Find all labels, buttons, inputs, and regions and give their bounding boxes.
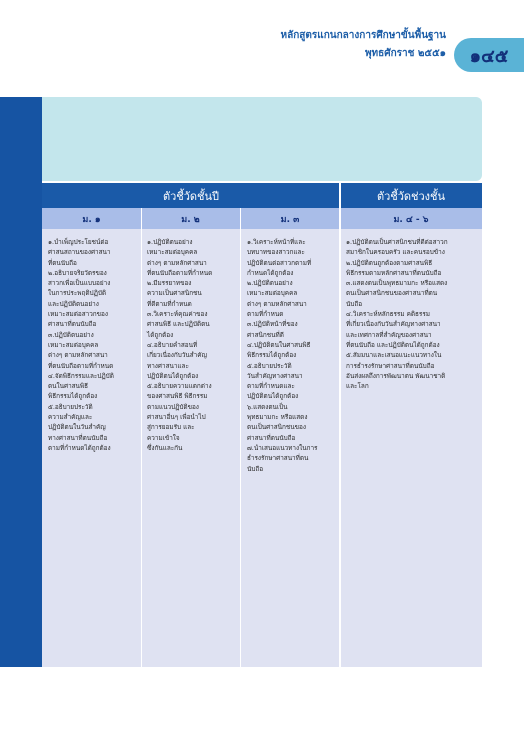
indicator-line: เหมาะสมต่อบุคคล — [48, 340, 99, 349]
indicator-line: วันสำคัญทางศาสนา — [247, 371, 303, 380]
table-column-header-row — [42, 208, 482, 229]
indicator-line: และโลก — [346, 382, 369, 391]
indicator-line: ที่ตนนับถือ — [48, 258, 77, 267]
indicator-line: พิธีกรรมได้ถูกต้อง — [247, 351, 297, 360]
indicator-line: ตามที่กำหนด — [247, 310, 284, 319]
indicator-line: ความเข้าใจ — [147, 433, 180, 442]
indicator-line: ศาสนาที่ตนนับถือ — [247, 433, 296, 442]
indicator-line: ที่ตนนับถือตามที่กำหนด — [147, 268, 213, 277]
indicator-line: ศาสนิกชนที่ดี — [247, 330, 284, 339]
indicator-line: ความเป็นศาสนิกชน — [147, 289, 202, 298]
column-header-m3: ม. ๓ — [280, 214, 300, 225]
indicator-line: ต่างๆ ตามหลักศาสนา — [147, 258, 207, 267]
indicator-line: และเทศกาลที่สำคัญของศาสนา — [346, 330, 432, 339]
indicator-line: ต่างๆ ตามหลักศาสนา — [48, 351, 108, 360]
indicator-line: เหมาะสมต่อบุคคล — [247, 289, 298, 298]
column-header-m4-6: ม. ๔ - ๖ — [393, 214, 429, 225]
indicator-line: ๗.นำเสนอแนวทางในการ — [247, 443, 318, 452]
top-banner — [0, 97, 482, 181]
document-title: หลักสูตรแกนกลางการศึกษาขั้นพื้นฐาน — [280, 30, 446, 41]
indicator-line: สู่การยอมรับ และ — [147, 423, 195, 432]
indicator-line: ปฏิบัติตนได้ถูกต้อง — [147, 371, 199, 380]
indicator-line: ตามที่กำหนดได้ถูกต้อง — [48, 443, 111, 452]
indicator-line: ที่ตนนับถือ และปฏิบัติตนได้ถูกต้อง — [346, 340, 440, 349]
indicator-line: ๑.วิเคราะห์หน้าที่และ — [247, 238, 306, 246]
indicator-line: ตามที่กำหนดและ — [247, 382, 295, 391]
indicator-table — [42, 183, 482, 667]
indicator-line: ตนเป็นศาสนิกชนของศาสนาที่ตน — [346, 289, 438, 298]
indicator-line: ตนเป็นศาสนิกชนของ — [247, 423, 306, 432]
indicator-line: ๒.ปฏิบัติตนอย่าง — [247, 279, 293, 288]
left-accent-bar — [0, 97, 42, 667]
column-body-m1 — [48, 237, 140, 453]
indicator-line: สาวกเพื่อเป็นแบบอย่าง — [48, 279, 111, 288]
column-body-m2 — [147, 237, 239, 453]
indicator-line: ธำรงรักษาศาสนาที่ตน — [247, 454, 309, 463]
indicator-line: ๔.ปฏิบัติตนในศาสนพิธี — [247, 340, 311, 349]
indicator-line: ๑.ปฏิบัติตนเป็นศาสนิกชนที่ดีต่อสาวก — [346, 238, 448, 246]
indicator-line: ๓.ปฏิบัติหน้าที่ของ — [247, 320, 298, 329]
indicator-line: ที่เกี่ยวเนื่องกับวันสำคัญทางศาสนา — [346, 320, 441, 329]
page-number-tab — [454, 38, 524, 72]
indicator-line: ตามแนวปฏิบัติของ — [147, 402, 199, 411]
indicator-line: ๒.มีมรรยาทของ — [147, 279, 192, 288]
column-header-m2: ม. ๒ — [181, 214, 200, 225]
indicator-line: กำหนดได้ถูกต้อง — [247, 268, 294, 277]
column-divider — [240, 208, 241, 667]
indicator-line: ๕.อธิบายประวัติ — [48, 402, 93, 411]
indicator-line: พุทธมามกะ หรือแสดง — [247, 413, 308, 422]
indicator-line: และปฏิบัติตนอย่าง — [48, 299, 99, 308]
indicator-line: ทางศาสนาและ — [147, 361, 189, 370]
indicator-line: พิธีกรรมตามหลักศาสนาที่ตนนับถือ — [346, 268, 442, 277]
indicator-line: ๓.ปฏิบัติตนอย่าง — [48, 330, 94, 339]
indicator-line: การธำรงรักษาศาสนาที่ตนนับถือ — [346, 361, 435, 370]
indicator-line: ศาสนาอื่นๆ เพื่อนำไป — [147, 413, 206, 422]
indicator-line: ๑.บำเพ็ญประโยชน์ต่อ — [48, 238, 109, 246]
indicator-line: ต่างๆ ตามหลักศาสนา — [247, 299, 307, 308]
indicator-line: ในการประพฤติปฏิบัติ — [48, 289, 107, 298]
indicator-line: ความสำคัญและ — [48, 413, 93, 422]
indicator-line: ๔.วิเคราะห์หลักธรรม คติธรรม — [346, 310, 430, 319]
indicator-line: อันส่งผลถึงการพัฒนาตน พัฒนาชาติ — [346, 371, 446, 380]
indicator-line: นับถือ — [346, 299, 363, 308]
indicator-line: ปฏิบัติตนในวันสำคัญ — [48, 423, 106, 432]
indicator-line: ๔.จัดพิธีกรรมและปฏิบัติ — [48, 371, 114, 380]
group-divider — [339, 183, 341, 667]
page-number: ๑๔๕ — [469, 45, 509, 67]
indicator-line: ซึ่งกันและกัน — [147, 443, 183, 452]
indicator-line: ได้ถูกต้อง — [147, 330, 174, 339]
indicator-line: ศาสนาที่ตนนับถือ — [48, 320, 97, 329]
indicator-line: ๓.วิเคราะห์คุณค่าของ — [147, 310, 208, 319]
column-body-m3 — [247, 237, 339, 474]
indicator-line: ของศาสนพิธี พิธีกรรม — [147, 392, 208, 401]
indicator-line: บทบาทของสาวกและ — [247, 248, 305, 257]
indicator-line: ปฏิบัติตนได้ถูกต้อง — [247, 392, 299, 401]
indicator-line: ๕.อธิบายความแตกต่าง — [147, 382, 212, 391]
column-body-m4-6 — [346, 237, 480, 391]
indicator-line: เหมาะสมต่อบุคคล — [147, 248, 198, 257]
document-subtitle: พุทธศักราช ๒๕๕๑ — [364, 48, 446, 59]
table-group-header-row — [42, 183, 482, 208]
indicator-line: ทางศาสนาที่ตนนับถือ — [48, 433, 108, 442]
indicator-line: เหมาะสมต่อสาวกของ — [48, 310, 109, 319]
indicator-line: นับถือ — [247, 464, 264, 473]
column-header-m1: ม. ๑ — [82, 214, 101, 225]
indicator-line: ๔.อธิบายคำสอนที่ — [147, 340, 198, 349]
indicator-line: ศาสนสถานของศาสนา — [48, 248, 111, 257]
indicator-line: พิธีกรรมได้ถูกต้อง — [48, 392, 98, 401]
indicator-line: เกี่ยวเนื่องกับวันสำคัญ — [147, 351, 207, 360]
indicator-line: ๑.ปฏิบัติตนอย่าง — [147, 238, 193, 246]
column-divider — [141, 208, 142, 667]
indicator-line: ๒.ปฏิบัติตนถูกต้องตามศาสนพิธี — [346, 258, 433, 267]
indicator-line: ๒.อธิบายจริยวัตรของ — [48, 268, 107, 277]
group-header-grade-indicators: ตัวชี้วัดชั้นปี — [162, 189, 220, 203]
indicator-line: ศาสนพิธี และปฏิบัติตน — [147, 320, 210, 329]
group-header-level-indicators: ตัวชี้วัดช่วงชั้น — [376, 189, 446, 203]
indicator-line: ตนในศาสนพิธี — [48, 382, 89, 391]
indicator-line: ที่ดีตามที่กำหนด — [147, 299, 192, 308]
indicator-line: ๕.อธิบายประวัติ — [247, 361, 292, 370]
indicator-line: สมาชิกในครอบครัว และคนรอบข้าง — [346, 248, 445, 257]
indicator-line: ๖.แสดงตนเป็น — [247, 402, 288, 411]
indicator-line: ๕.สัมมนาและเสนอแนะแนวทางใน — [346, 351, 442, 360]
indicator-line: ปฏิบัติตนต่อสาวกตามที่ — [247, 258, 312, 267]
indicator-line: ๓.แสดงตนเป็นพุทธมามกะ หรือแสดง — [346, 279, 448, 288]
indicator-line: ที่ตนนับถือตามที่กำหนด — [48, 361, 114, 370]
